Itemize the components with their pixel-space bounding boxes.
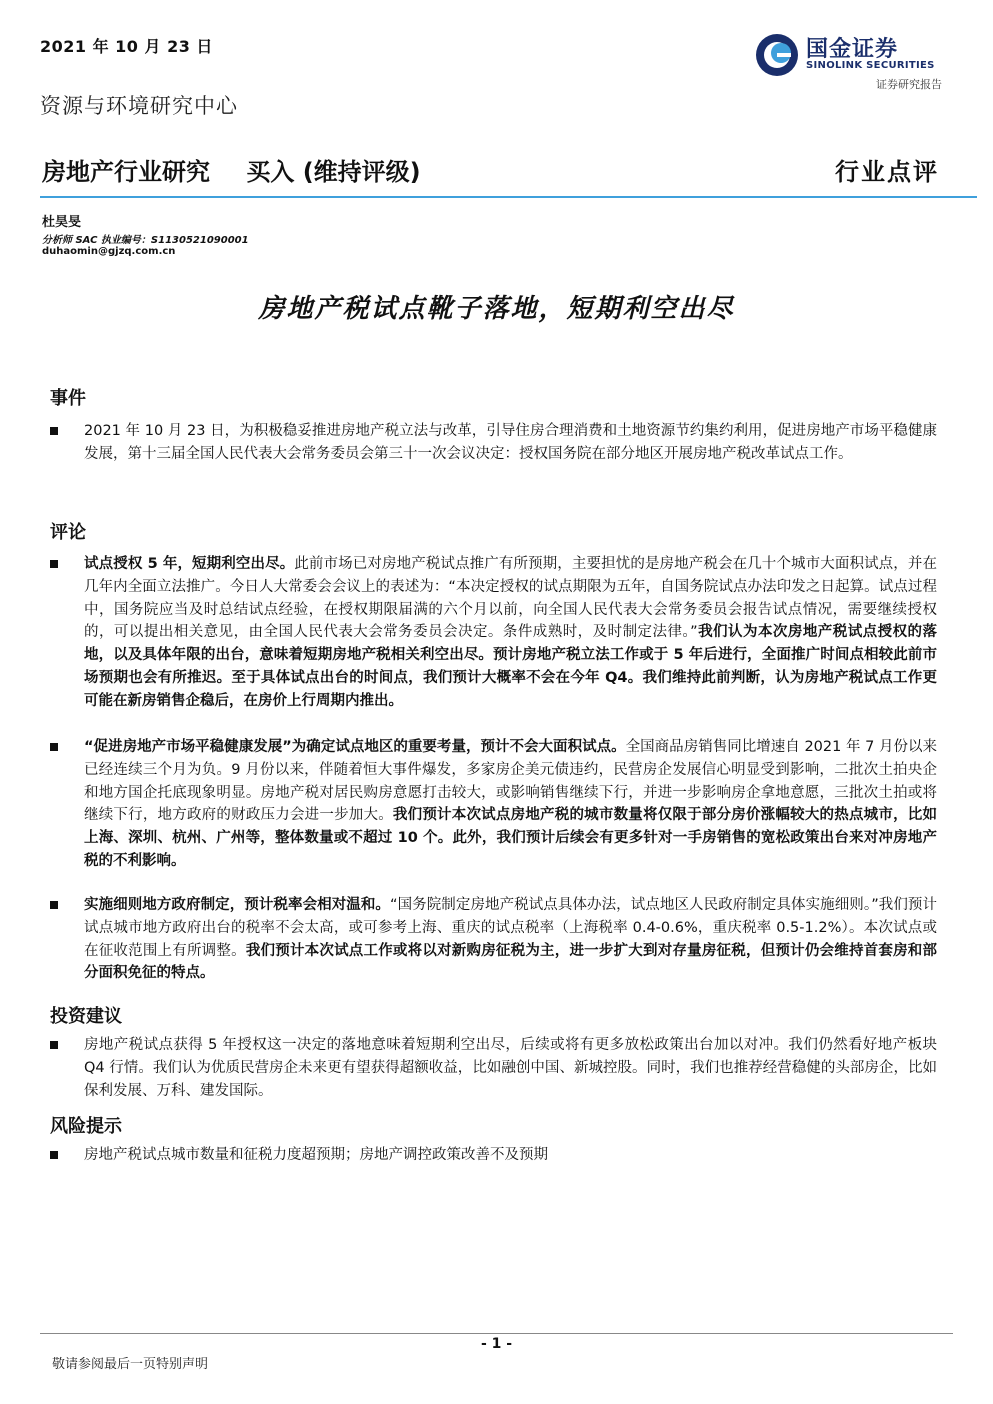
comment-bullet-2	[50, 736, 937, 873]
bullet-square-icon	[50, 1151, 58, 1159]
bullet-square-icon	[50, 560, 58, 568]
page-number: - 1 -	[480, 1336, 513, 1352]
brand-name-cn: 国金证券	[806, 37, 899, 62]
section-title-risk: 风险提示	[50, 1116, 122, 1137]
risk-bullet	[50, 1144, 937, 1167]
analyst-name: 杜昊旻	[42, 215, 82, 230]
bullet-square-icon	[50, 427, 58, 435]
bullet-lead: 实施细则地方政府制定，预计税率会相对温和。	[84, 897, 390, 913]
bullet-conclusion: 我们认为本次房地产税试点授权的落地，以及具体年限的出台，意味着短期房地产税相关利空出尽。预计房地产税立法工作或于 5 年后进行，全面推广时间点相较此前市场预期也会有所推迟。至于具体试点出台的时间点，我们预计大概率不会在今年 Q4。我们维持此前判断，认为房地产税试点工作更可能在新房销售企稳后，在房价上行周期内推出。	[84, 624, 938, 709]
report-type: 行业点评	[835, 157, 939, 186]
brand-subtitle: 证券研究报告	[876, 78, 942, 91]
analyst-email: duhaomin@gjzq.com.cn	[42, 246, 176, 257]
brand-name-en: SINOLINK SECURITIES	[806, 60, 935, 71]
bullet-text: 房地产税试点城市数量和征税力度超预期；房地产调控政策改善不及预期	[84, 1147, 548, 1163]
bullet-text: 房地产税试点获得 5 年授权这一决定的落地意味着短期利空出尽，后续或将有更多放松政策出台加以对冲。我们仍然看好地产板块 Q4 行情。我们认为优质民营房企未来更有望获得超额收益，比如融创中国、新城控股。同时，我们也推荐经营稳健的头部房企，比如保利发展、万科、建发国际。	[84, 1037, 937, 1099]
event-bullet	[50, 420, 937, 466]
analyst-sac-number: 分析师 SAC 执业编号：S1130521090001	[42, 235, 249, 246]
bullet-square-icon	[50, 743, 58, 751]
bullet-lead: 试点授权 5 年，短期利空出尽。	[84, 556, 295, 572]
bullet-lead: “促进房地产市场平稳健康发展”为确定试点地区的重要考量，预计不会大面积试点。	[84, 739, 626, 755]
section-title-investment: 投资建议	[50, 1006, 122, 1027]
investment-bullet	[50, 1034, 937, 1102]
industry-title: 房地产行业研究	[42, 158, 210, 186]
bullet-body: “国务院制定房地产税试点具体办法，试点地区人民政府制定具体实施细则。”我们预计试点城市地方政府出台的税率不会太高，或可参考上海、重庆的试点税率（上海税率 0.4-0.6%，重庆税率 0.5-1.2%）。本次试点或在征收范围上有所调整。	[84, 897, 937, 959]
rating-label: 买入 (维持评级)	[246, 158, 421, 186]
research-center: 资源与环境研究中心	[40, 94, 238, 118]
sinolink-logo-icon	[754, 32, 800, 78]
footer-divider	[40, 1333, 953, 1334]
company-logo	[754, 30, 944, 92]
bullet-body: 此前市场已对房地产税试点推广有所预期，主要担忧的是房地产税会在几十个城市大面积试点，并在几年内全面立法推广。今日人大常委会会议上的表述为：“本决定授权的试点期限为五年，自国务院试点办法印发之日起算。试点过程中，国务院应当及时总结试点经验，在授权期限届满的六个月以前，向全国人民代表大会常务委员会报告试点情况，需要继续授权的，可以提出相关意见，由全国人民代表大会常务委员会决定。条件成熟时，及时制定法律。”	[84, 556, 938, 641]
bullet-text	[84, 553, 937, 713]
bullet-square-icon	[50, 901, 58, 909]
report-headline: 房地产税试点靴子落地，短期利空出尽	[258, 294, 735, 324]
bullet-conclusion: 我们预计本次试点工作或将以对新购房征税为主，进一步扩大到对存量房征税，但预计仍会维持首套房和部分面积免征的特点。	[84, 942, 938, 982]
bullet-square-icon	[50, 1041, 58, 1049]
bullet-conclusion: 我们预计本次试点房地产税的城市数量将仅限于部分房价涨幅较大的热点城市，比如上海、深圳、杭州、广州等，整体数量或不超过 10 个。此外，我们预计后续会有更多针对一手房销售的宽松政策出台来对冲房地产税的不利影响。	[84, 807, 937, 869]
header-divider	[40, 196, 977, 198]
section-title-comment: 评论	[50, 522, 86, 543]
report-date: 2021 年 10 月 23 日	[40, 37, 213, 56]
bullet-text: 2021 年 10 月 23 日，为积极稳妥推进房地产税立法与改革，引导住房合理消费和土地资源节约集约利用，促进房地产市场平稳健康发展，第十三届全国人民代表大会常务委员会第三十一次会议决定：授权国务院在部分地区开展房地产税改革试点工作。	[84, 423, 937, 462]
bullet-body: 全国商品房销售同比增速自 2021 年 7 月份以来已经连续三个月为负。9 月份以来，伴随着恒大事件爆发，多家房企美元债违约，民营房企发展信心明显受到影响，二批次土拍央企和地方国企托底现象明显。房地产税对居民购房意愿打击较大，或影响销售继续下行，并进一步影响房企拿地意愿，三批次土拍或将继续下行，地方政府的财政压力会进一步加大。	[84, 739, 938, 824]
industry-rating-row	[42, 152, 449, 187]
bullet-text	[84, 894, 937, 985]
comment-bullet-3	[50, 894, 937, 985]
section-title-event: 事件	[50, 388, 86, 409]
comment-bullet-1	[50, 553, 937, 713]
footer-disclaimer: 敬请参阅最后一页特别声明	[52, 1357, 209, 1372]
bullet-text	[84, 736, 937, 873]
